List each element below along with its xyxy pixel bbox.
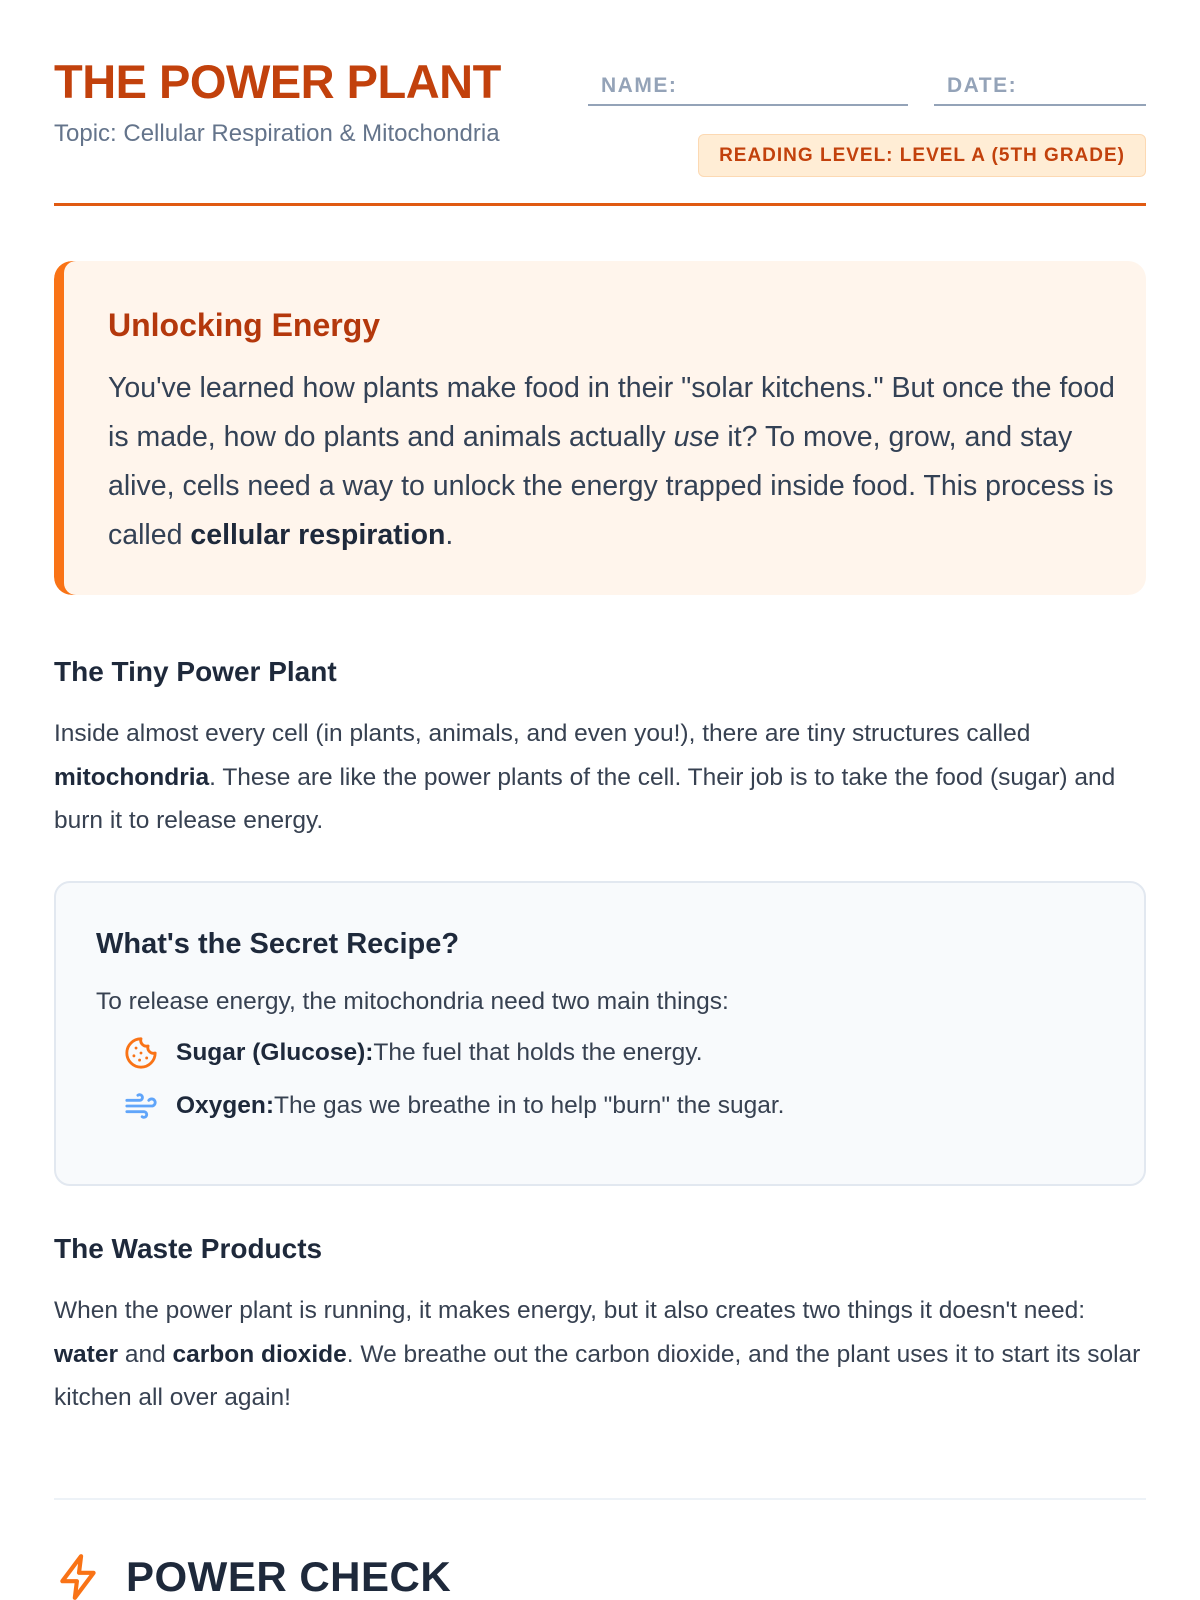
ingredient-label: Sugar (Glucose): xyxy=(176,1039,374,1066)
intro-key-term: cellular respiration xyxy=(190,519,446,551)
intro-text xyxy=(108,364,1118,560)
page-title: THE POWER PLANT xyxy=(54,55,501,108)
reading-level-badge: READING LEVEL: LEVEL A (5TH GRADE) xyxy=(698,134,1146,177)
callout-accent-bar xyxy=(54,261,76,595)
date-field[interactable] xyxy=(934,74,1146,106)
key-term-water: water xyxy=(54,1340,119,1368)
text-part: Inside almost every cell (in plants, animals, and even you!), there are tiny structures called xyxy=(54,720,1031,747)
ingredient-text: The gas we breathe in to help "burn" the sugar. xyxy=(274,1092,785,1119)
intro-title: Unlocking Energy xyxy=(108,307,381,343)
intro-text-part: . xyxy=(445,519,454,551)
wind-icon xyxy=(124,1089,158,1123)
section-heading-waste: The Waste Products xyxy=(54,1233,323,1264)
text-part: . We breathe out the carbon dioxide, and the plant uses it to start its solar kitchen all over again! xyxy=(54,1340,1141,1411)
list-item xyxy=(124,1036,703,1070)
recipe-intro: To release energy, the mitochondria need two main things: xyxy=(96,988,729,1015)
key-term-mitochondria: mitochondria xyxy=(54,763,210,791)
text-part: . These are like the power plants of the cell. Their job is to take the food (sugar) and burn it to release energy. xyxy=(54,763,1116,834)
section-heading-power-plant: The Tiny Power Plant xyxy=(54,656,337,687)
ingredient-text: The fuel that holds the energy. xyxy=(373,1039,703,1066)
section-text-waste xyxy=(54,1289,1154,1420)
worksheet-header xyxy=(54,0,1146,206)
power-check-label: POWER CHECK xyxy=(126,1553,452,1600)
intro-text-part: it? To move, grow, and stay alive, cells need a way to unlock the energy trapped inside food. This process is called xyxy=(108,421,1114,551)
intro-emphasis: use xyxy=(673,421,720,453)
cookie-icon xyxy=(124,1036,158,1070)
date-label: DATE: xyxy=(947,74,1018,97)
section-text-power-plant xyxy=(54,712,1154,843)
intro-text-part: You've learned how plants make food in their "solar kitchens." But once the food is made, how do plants and animals actually xyxy=(108,372,1115,453)
name-label: NAME: xyxy=(601,74,678,97)
recipe-title: What's the Secret Recipe? xyxy=(96,928,460,960)
lightning-icon xyxy=(54,1552,104,1600)
intro-callout xyxy=(54,261,1146,595)
name-field[interactable] xyxy=(588,74,908,106)
key-term-carbon-dioxide: carbon dioxide xyxy=(172,1340,347,1368)
ingredient-label: Oxygen: xyxy=(176,1092,275,1119)
list-item xyxy=(124,1089,784,1123)
power-check-heading xyxy=(54,1552,451,1600)
topic-subtitle: Topic: Cellular Respiration & Mitochondria xyxy=(54,120,500,147)
recipe-box xyxy=(54,881,1146,1186)
text-part: When the power plant is running, it makes energy, but it also creates two things it doesn't need: xyxy=(54,1297,1086,1324)
text-part: and xyxy=(118,1340,173,1368)
section-divider xyxy=(54,1498,1146,1500)
